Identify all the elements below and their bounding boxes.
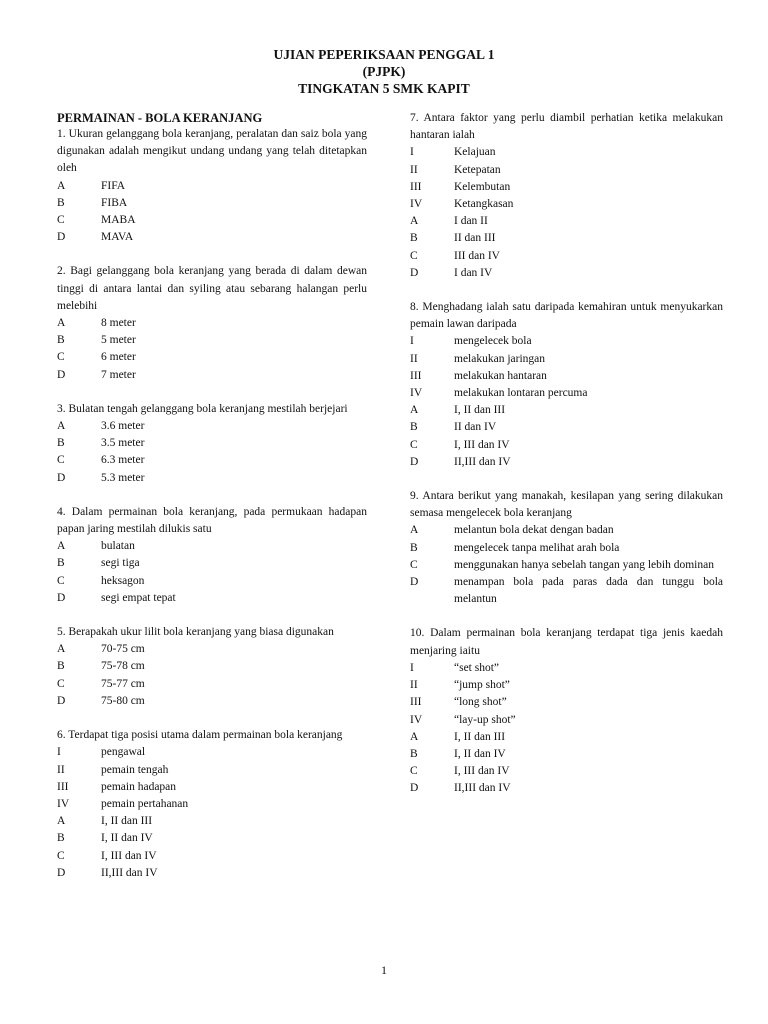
answer-option[interactable] (410, 230, 723, 247)
answer-option[interactable] (410, 437, 723, 454)
statement-text: melakukan hantaran (454, 369, 547, 382)
option-text: FIFA (101, 179, 126, 192)
option-letter: A (57, 179, 66, 192)
answer-option[interactable] (57, 470, 367, 487)
question-stem: 3. Bulatan tengah gelanggang bola keranjang mestilah berjejari (57, 402, 348, 415)
question-5 (57, 624, 367, 710)
option-text: I, II dan IV (101, 832, 153, 845)
answer-option[interactable] (57, 178, 367, 195)
statement-numeral: IV (410, 387, 423, 400)
option-letter: D (57, 866, 66, 879)
statement-item (410, 179, 723, 196)
option-text: bulatan (101, 540, 135, 553)
exam-code: (PJPK) (362, 64, 406, 79)
option-text: 75-77 cm (101, 677, 145, 690)
answer-option[interactable] (57, 452, 367, 469)
option-text: 6 meter (101, 351, 136, 364)
option-text: I, III dan IV (454, 765, 510, 778)
answer-option[interactable] (410, 574, 723, 608)
answer-option[interactable] (57, 418, 367, 435)
statement-item (410, 677, 723, 694)
option-text: I, II dan IV (454, 747, 506, 760)
option-text: melantun bola dekat dengan badan (454, 524, 614, 537)
question-stem: 7. Antara faktor yang perlu diambil perhatian ketika melakukan hantaran ialah (410, 112, 723, 142)
answer-option[interactable] (57, 195, 367, 212)
answer-option[interactable] (57, 676, 367, 693)
question-3 (57, 401, 367, 487)
answer-option[interactable] (57, 229, 367, 246)
option-text: mengelecek tanpa melihat arah bola (454, 541, 620, 554)
statement-item (410, 196, 723, 213)
option-letter: A (57, 815, 66, 828)
statement-item (57, 796, 367, 813)
option-letter: C (57, 214, 65, 227)
statement-numeral: I (57, 746, 61, 759)
option-text: II,III dan IV (454, 782, 511, 795)
option-letter: A (57, 317, 66, 330)
option-text: II dan IV (454, 421, 497, 434)
statement-numeral: II (410, 352, 418, 365)
option-letter: D (410, 266, 419, 279)
statement-text: melakukan jaringan (454, 352, 546, 365)
option-letter: D (57, 368, 66, 381)
option-text: menggunakan hanya sebelah tangan yang lebih dominan (454, 558, 714, 571)
question-4 (57, 504, 367, 607)
option-letter: C (410, 558, 418, 571)
option-text: 5 meter (101, 334, 136, 347)
statement-numeral: II (57, 763, 65, 776)
option-text: I, III dan IV (454, 438, 510, 451)
statement-text: pemain hadapan (101, 780, 177, 793)
exam-form-school: TINGKATAN 5 SMK KAPIT (298, 81, 470, 96)
question-stem: 5. Berapakah ukur lilit bola keranjang yang biasa digunakan (57, 626, 334, 639)
statement-text: pemain tengah (101, 763, 169, 776)
exam-title: UJIAN PEPERIKSAAN PENGGAL 1 (273, 47, 495, 62)
option-letter: A (57, 540, 66, 553)
option-letter: C (57, 454, 65, 467)
option-text: II dan III (454, 232, 496, 245)
statement-numeral: II (410, 679, 418, 692)
question-9 (410, 488, 723, 608)
answer-option[interactable] (410, 729, 723, 746)
answer-option[interactable] (57, 641, 367, 658)
statement-text: melakukan lontaran percuma (454, 387, 588, 400)
option-letter: B (57, 334, 65, 347)
section-title: PERMAINAN - BOLA KERANJANG (57, 111, 263, 125)
statement-item (410, 333, 723, 350)
option-text: III dan IV (454, 249, 500, 262)
option-letter: D (57, 471, 66, 484)
answer-option[interactable] (57, 555, 367, 572)
statement-numeral: III (57, 780, 69, 793)
option-letter: D (57, 231, 66, 244)
answer-option[interactable] (57, 573, 367, 590)
answer-option[interactable] (57, 693, 367, 710)
option-letter: A (410, 215, 419, 228)
option-letter: D (57, 591, 66, 604)
statement-text: pemain pertahanan (101, 797, 189, 810)
statement-text: “jump shot” (454, 679, 510, 692)
statement-text: Ketangkasan (454, 198, 514, 211)
statement-item (410, 660, 723, 677)
statement-item (57, 779, 367, 796)
option-text: II,III dan IV (454, 455, 511, 468)
option-text: I, II dan III (454, 404, 506, 417)
question-6 (57, 727, 367, 882)
option-letter: C (410, 765, 418, 778)
answer-option[interactable] (57, 865, 367, 882)
option-letter: C (57, 351, 65, 364)
option-text: 75-78 cm (101, 660, 145, 673)
statement-numeral: III (410, 369, 422, 382)
statement-numeral: III (410, 696, 422, 709)
statement-item (410, 712, 723, 729)
statement-item (57, 762, 367, 779)
question-10 (410, 625, 723, 797)
answer-option[interactable] (57, 848, 367, 865)
option-text: I dan II (454, 215, 488, 228)
option-text: 8 meter (101, 317, 136, 330)
option-letter: B (410, 541, 418, 554)
statement-text: Ketepatan (454, 163, 501, 176)
answer-option[interactable] (410, 522, 723, 539)
answer-option[interactable] (410, 540, 723, 557)
option-letter: B (410, 747, 418, 760)
question-stem: 1. Ukuran gelanggang bola keranjang, peralatan dan saiz bola yang digunakan adalah mengikut undang undang yang telah ditetapkan oleh (57, 128, 367, 175)
statement-item (57, 744, 367, 761)
option-letter: A (57, 643, 66, 656)
question-2 (57, 263, 367, 383)
option-letter: D (410, 576, 419, 589)
statement-item (410, 144, 723, 161)
option-text: 7 meter (101, 368, 136, 381)
statement-numeral: I (410, 661, 414, 674)
answer-option[interactable] (57, 332, 367, 349)
answer-option[interactable] (410, 419, 723, 436)
exam-header (0, 46, 768, 97)
option-text: I, II dan III (101, 815, 153, 828)
option-letter: A (410, 730, 419, 743)
statement-item (410, 385, 723, 402)
option-letter: B (57, 557, 65, 570)
option-text: menampan bola pada paras dada dan tunggu bola melantun (454, 576, 723, 606)
option-text: 70-75 cm (101, 643, 145, 656)
question-8 (410, 299, 723, 471)
option-letter: D (410, 782, 419, 795)
option-letter: C (57, 849, 65, 862)
answer-option[interactable] (57, 435, 367, 452)
answer-option[interactable] (57, 590, 367, 607)
option-letter: D (410, 455, 419, 468)
answer-option[interactable] (410, 557, 723, 574)
question-list-right (410, 110, 723, 798)
answer-option[interactable] (57, 658, 367, 675)
statement-item (410, 694, 723, 711)
answer-option[interactable] (410, 265, 723, 282)
question-stem: 10. Dalam permainan bola keranjang terdapat tiga jenis kaedah menjaring iaitu (410, 627, 723, 657)
option-letter: B (57, 196, 65, 209)
option-letter: B (57, 660, 65, 673)
statement-numeral: IV (410, 713, 423, 726)
option-letter: B (57, 437, 65, 450)
statement-item (410, 162, 723, 179)
option-text: I dan IV (454, 266, 493, 279)
statement-text: mengelecek bola (454, 335, 532, 348)
option-letter: C (57, 677, 65, 690)
option-text: heksagon (101, 574, 145, 587)
statement-text: pengawal (101, 746, 146, 759)
option-text: 6.3 meter (101, 454, 145, 467)
answer-option[interactable] (57, 538, 367, 555)
answer-option[interactable] (410, 746, 723, 763)
answer-option[interactable] (410, 402, 723, 419)
option-letter: A (410, 404, 419, 417)
question-stem: 9. Antara berikut yang manakah, kesilapan yang sering dilakukan semasa mengelecek bola keranjang (410, 490, 723, 520)
option-text: 5.3 meter (101, 471, 145, 484)
statement-numeral: IV (57, 797, 70, 810)
option-letter: B (410, 232, 418, 245)
answer-option[interactable] (57, 813, 367, 830)
statement-text: “long shot” (454, 696, 507, 709)
option-letter: C (57, 574, 65, 587)
statement-text: “lay-up shot” (454, 713, 516, 726)
option-text: MAVA (101, 231, 134, 244)
option-text: FIBA (101, 196, 128, 209)
statement-numeral: II (410, 163, 418, 176)
question-stem: 2. Bagi gelanggang bola keranjang yang berada di dalam dewan tinggi di antara lantai dan syiling atau sebarang halangan perlu melebihi (57, 265, 367, 312)
statement-text: “set shot” (454, 661, 500, 674)
statement-numeral: I (410, 146, 414, 159)
answer-option[interactable] (57, 315, 367, 332)
option-text: MABA (101, 214, 136, 227)
statement-numeral: I (410, 335, 414, 348)
option-letter: A (410, 524, 419, 537)
option-letter: B (57, 832, 65, 845)
answer-option[interactable] (57, 349, 367, 366)
option-text: segi empat tepat (101, 591, 176, 604)
question-7 (410, 110, 723, 282)
option-text: segi tiga (101, 557, 140, 570)
statement-text: Kelajuan (454, 146, 496, 159)
option-letter: B (410, 421, 418, 434)
option-text: 75-80 cm (101, 694, 145, 707)
answer-option[interactable] (57, 367, 367, 384)
statement-item (410, 351, 723, 368)
right-column (410, 110, 723, 815)
option-letter: D (57, 694, 66, 707)
question-stem: 8. Menghadang ialah satu daripada kemahiran untuk menyukarkan pemain lawan daripada (410, 301, 723, 331)
option-text: 3.5 meter (101, 437, 145, 450)
option-text: 3.6 meter (101, 420, 145, 433)
statement-numeral: IV (410, 198, 423, 211)
question-list-left (57, 126, 367, 882)
statement-text: Kelembutan (454, 180, 511, 193)
option-letter: C (410, 249, 418, 262)
option-text: I, II dan III (454, 730, 506, 743)
answer-option[interactable] (57, 212, 367, 229)
statement-numeral: III (410, 180, 422, 193)
question-stem: 6. Terdapat tiga posisi utama dalam permainan bola keranjang (57, 729, 343, 742)
answer-option[interactable] (410, 213, 723, 230)
option-letter: A (57, 420, 66, 433)
option-text: I, III dan IV (101, 849, 157, 862)
question-1 (57, 126, 367, 246)
answer-option[interactable] (410, 763, 723, 780)
page-number: 1 (381, 963, 387, 977)
left-column (57, 110, 367, 899)
answer-option[interactable] (410, 454, 723, 471)
option-text: II,III dan IV (101, 866, 158, 879)
answer-option[interactable] (410, 248, 723, 265)
question-stem: 4. Dalam permainan bola keranjang, pada permukaan hadapan papan jaring mestilah dilukis satu (57, 505, 367, 536)
answer-option[interactable] (57, 830, 367, 847)
option-letter: C (410, 438, 418, 451)
statement-item (410, 368, 723, 385)
answer-option[interactable] (410, 780, 723, 797)
